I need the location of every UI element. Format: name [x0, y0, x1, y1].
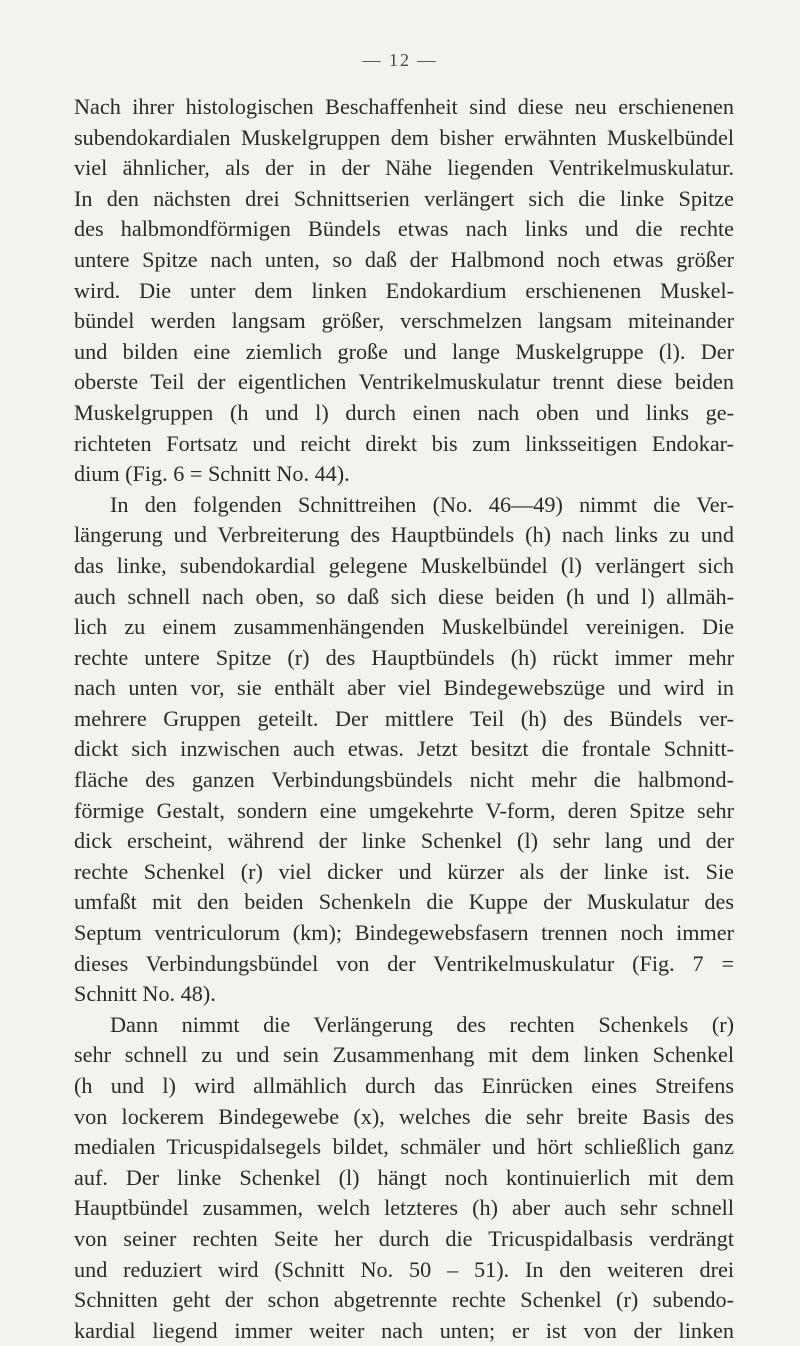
text-line: dium (Fig. 6 = Schnitt No. 44). — [74, 461, 350, 487]
text-line: viel ähnlicher, als der in der Nähe liegenden Ventrikelmuskulatur. — [74, 155, 734, 181]
text-line: lich zu einem zusammenhängenden Muskelbündel vereinigen. Die — [74, 614, 734, 640]
body-text — [74, 92, 734, 1346]
text-line: nach unten vor, sie enthält aber viel Bindegewebszüge und wird in — [74, 675, 734, 701]
text-line: längerung und Verbreiterung des Hauptbündels (h) nach links zu und — [74, 522, 734, 548]
text-line: kardial liegend immer weiter nach unten; er ist von der linken — [74, 1317, 734, 1343]
text-line: auf. Der linke Schenkel (l) hängt noch kontinuierlich mit dem — [74, 1164, 734, 1190]
text-line: bündel werden langsam größer, verschmelzen langsam miteinander — [74, 308, 734, 334]
text-line: medialen Tricuspidalsegels bildet, schmäler und hört schließlich ganz — [74, 1134, 734, 1160]
text-line: Schnitten geht der schon abgetrennte rechte Schenkel (r) subendo- — [74, 1287, 734, 1313]
text-line: In den folgenden Schnittreihen (No. 46—49) nimmt die Ver- — [110, 491, 734, 517]
text-line: subendokardialen Muskelgruppen dem bisher erwähnten Muskelbündel — [74, 124, 734, 150]
text-line: Hauptbündel zusammen, welch letzteres (h) aber auch sehr schnell — [74, 1195, 734, 1221]
text-line: fläche des ganzen Verbindungsbündels nicht mehr die halbmond- — [74, 767, 734, 793]
text-line: dickt sich inzwischen auch etwas. Jetzt besitzt die frontale Schnitt- — [74, 736, 734, 762]
text-line: von seiner rechten Seite her durch die Tricuspidalbasis verdrängt — [74, 1225, 734, 1251]
text-line: In den nächsten drei Schnittserien verlängert sich die linke Spitze — [74, 185, 734, 211]
text-line: von lockerem Bindegewebe (x), welches die sehr breite Basis des — [74, 1103, 734, 1129]
text-line: sehr schnell zu und sein Zusammenhang mit dem linken Schenkel — [74, 1042, 734, 1068]
text-line: Muskelgruppen (h und l) durch einen nach oben und links ge- — [74, 399, 734, 425]
text-line: und bilden eine ziemlich große und lange Muskelgruppe (l). Der — [74, 338, 734, 364]
text-line: rechte Schenkel (r) viel dicker und kürzer als der linke ist. Sie — [74, 858, 734, 884]
text-line: auch schnell nach oben, so daß sich diese beiden (h und l) allmäh- — [74, 583, 734, 609]
text-line: untere Spitze nach unten, so daß der Halbmond noch etwas größer — [74, 246, 734, 272]
text-line: förmige Gestalt, sondern eine umgekehrte V-form, deren Spitze sehr — [74, 797, 734, 823]
text-line: wird. Die unter dem linken Endokardium erschienenen Muskel- — [74, 277, 734, 303]
page-number: — 12 — — [362, 50, 438, 70]
text-line: umfaßt mit den beiden Schenkeln die Kuppe der Muskulatur des — [74, 889, 734, 915]
text-line: richteten Fortsatz und reicht direkt bis zum linksseitigen Endokar- — [74, 430, 734, 456]
text-line: des halbmondförmigen Bündels etwas nach links und die rechte — [74, 216, 734, 242]
text-line: rechte untere Spitze (r) des Hauptbündels (h) rückt immer mehr — [74, 644, 734, 670]
text-line: Septum ventriculorum (km); Bindegewebsfasern trennen noch immer — [74, 920, 734, 946]
text-line: Schnitt No. 48). — [74, 981, 216, 1007]
text-line: dick erscheint, während der linke Schenkel (l) sehr lang und der — [74, 828, 734, 854]
text-line: Nach ihrer histologischen Beschaffenheit sind diese neu erschienenen — [74, 94, 734, 119]
text-line: (h und l) wird allmählich durch das Einrücken eines Streifens — [74, 1073, 734, 1098]
text-line: das linke, subendokardial gelegene Muskelbündel (l) verlängert sich — [74, 552, 734, 578]
text-line: und reduziert wird (Schnitt No. 50 – 51). In den weiteren drei — [74, 1256, 734, 1282]
text-line: oberste Teil der eigentlichen Ventrikelmuskulatur trennt diese beiden — [74, 369, 734, 395]
text-line: dieses Verbindungsbündel von der Ventrikelmuskulatur (Fig. 7 = — [74, 950, 734, 976]
text-line: Dann nimmt die Verlängerung des rechten Schenkels (r) — [110, 1011, 734, 1037]
text-line: mehrere Gruppen geteilt. Der mittlere Teil (h) des Bündels ver- — [74, 705, 734, 731]
